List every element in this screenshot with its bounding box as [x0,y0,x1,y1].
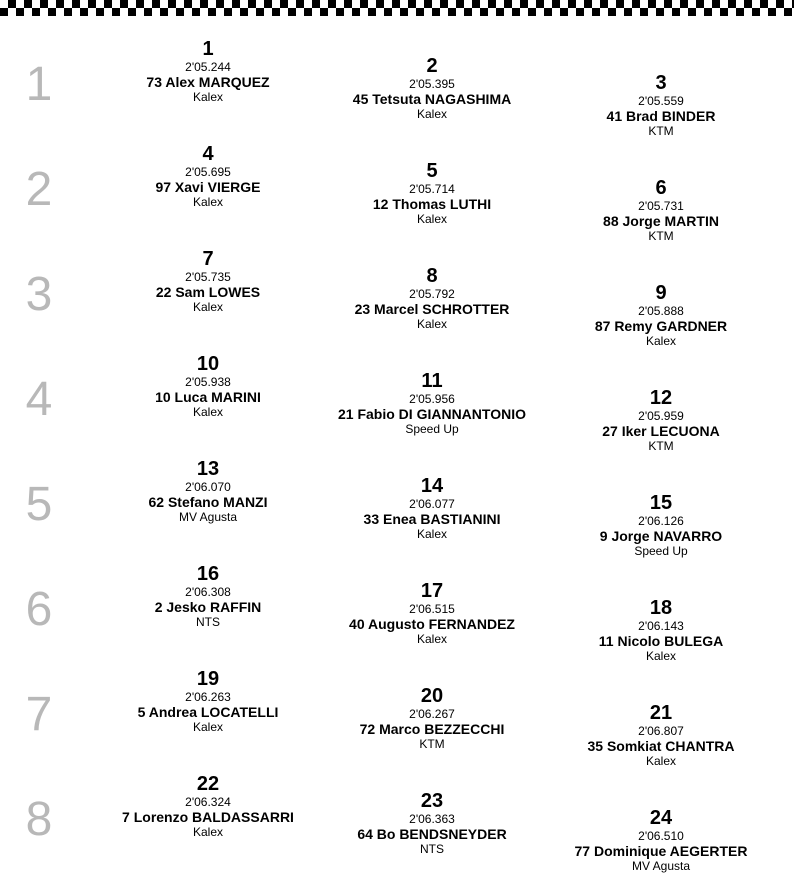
lap-time: 2'06.515 [409,602,455,616]
grid-slot [108,249,308,315]
team-name: Speed Up [634,544,688,558]
team-name: KTM [648,439,674,453]
grid-slot [561,808,761,874]
team-name: Kalex [416,107,448,121]
lap-time: 2'06.363 [409,812,455,826]
grid-position: 20 [420,685,444,707]
team-name: Kalex [416,527,448,541]
team-name: Kalex [192,195,224,209]
lap-time: 2'06.510 [638,829,684,843]
lap-time: 2'06.070 [185,480,231,494]
grid-position: 9 [655,282,667,304]
team-name: Kalex [416,212,448,226]
lap-time: 2'06.267 [409,707,455,721]
grid-slot [108,39,308,105]
grid-slot [108,354,308,420]
grid-slot [332,371,532,437]
grid-position: 17 [420,580,444,602]
team-name: Kalex [192,405,224,419]
lap-time: 2'05.395 [409,77,455,91]
team-name: Kalex [192,300,224,314]
lap-time: 2'05.714 [409,182,455,196]
grid-slot [108,144,308,210]
grid-slot [108,459,308,525]
lap-time: 2'06.263 [185,690,231,704]
checkered-flag-banner [0,0,794,16]
grid-position: 2 [426,55,438,77]
rider-name: 72 Marco BEZZECCHI [359,721,505,737]
grid-row-label: 7 [25,688,53,741]
team-name: NTS [420,842,444,856]
rider-name: 77 Dominique AEGERTER [574,843,748,859]
grid-row-label: 2 [25,163,53,216]
team-name: Speed Up [405,422,459,436]
grid-position: 18 [649,597,673,619]
team-name: MV Agusta [178,510,238,524]
lap-time: 2'05.559 [638,94,684,108]
team-name: Kalex [192,720,224,734]
grid-slot [332,686,532,752]
grid-row-label: 6 [25,583,53,636]
rider-name: 73 Alex MARQUEZ [146,74,270,90]
lap-time: 2'05.735 [185,270,231,284]
rider-name: 40 Augusto FERNANDEZ [349,616,515,632]
grid-slot [332,581,532,647]
rider-name: 27 Iker LECUONA [602,423,720,439]
lap-time: 2'05.244 [185,60,231,74]
grid-slot [332,56,532,122]
lap-time: 2'06.126 [638,514,684,528]
team-name: KTM [419,737,445,751]
team-name: Kalex [645,754,677,768]
rider-name: 35 Somkiat CHANTRA [587,738,735,754]
lap-time: 2'05.959 [638,409,684,423]
rider-name: 11 Nicolo BULEGA [598,633,724,649]
team-name: NTS [196,615,220,629]
team-name: Kalex [645,649,677,663]
grid-row-label: 4 [25,373,53,426]
grid-slot [561,598,761,664]
grid-position: 21 [649,702,673,724]
grid-position: 14 [420,475,444,497]
grid-slot [332,161,532,227]
lap-time: 2'05.938 [185,375,231,389]
team-name: Kalex [416,632,448,646]
rider-name: 88 Jorge MARTIN [603,213,719,229]
rider-name: 41 Brad BINDER [606,108,716,124]
grid-row-label: 8 [25,793,53,846]
grid-row-label: 5 [25,478,53,531]
team-name: KTM [648,229,674,243]
rider-name: 12 Thomas LUTHI [372,196,492,212]
lap-time: 2'05.956 [409,392,455,406]
grid-position: 12 [649,387,673,409]
grid-slot [332,791,532,857]
rider-name: 45 Tetsuta NAGASHIMA [352,91,512,107]
rider-name: 21 Fabio DI GIANNANTONIO [338,406,526,422]
rider-name: 97 Xavi VIERGE [155,179,261,195]
lap-time: 2'05.731 [638,199,684,213]
grid-position: 24 [649,807,673,829]
grid-position: 10 [196,353,220,375]
grid-slot [561,283,761,349]
grid-slot [108,774,308,840]
rider-name: 64 Bo BENDSNEYDER [357,826,507,842]
rider-name: 62 Stefano MANZI [148,494,268,510]
grid-position: 3 [655,72,667,94]
team-name: Kalex [416,317,448,331]
grid-slot [332,266,532,332]
lap-time: 2'06.143 [638,619,684,633]
team-name: Kalex [192,825,224,839]
grid-slot [108,669,308,735]
grid-position: 7 [202,248,214,270]
rider-name: 23 Marcel SCHROTTER [354,301,510,317]
rider-name: 9 Jorge NAVARRO [599,528,723,544]
team-name: MV Agusta [631,859,691,873]
lap-time: 2'06.807 [638,724,684,738]
rider-name: 10 Luca MARINI [155,389,261,405]
lap-time: 2'05.792 [409,287,455,301]
grid-slot [561,388,761,454]
lap-time: 2'05.888 [638,304,684,318]
rider-name: 22 Sam LOWES [155,284,261,300]
grid-slot [561,703,761,769]
grid-slot [561,178,761,244]
grid-position: 11 [421,370,443,392]
team-name: Kalex [192,90,224,104]
grid-position: 22 [196,773,220,795]
grid-slot [108,564,308,630]
grid-position: 8 [426,265,438,287]
grid-position: 4 [202,143,214,165]
lap-time: 2'06.308 [185,585,231,599]
grid-slot [332,476,532,542]
grid-position: 5 [426,160,438,182]
lap-time: 2'06.077 [409,497,455,511]
grid-position: 1 [202,38,214,60]
lap-time: 2'06.324 [185,795,231,809]
team-name: Kalex [645,334,677,348]
grid-position: 15 [649,492,673,514]
rider-name: 2 Jesko RAFFIN [154,599,262,615]
grid-position: 19 [196,668,220,690]
grid-position: 23 [420,790,444,812]
grid-position: 6 [655,177,667,199]
grid-position: 16 [196,563,220,585]
grid-row-label: 1 [25,58,53,111]
grid-slot [561,73,761,139]
grid-row-label: 3 [25,268,53,321]
lap-time: 2'05.695 [185,165,231,179]
rider-name: 33 Enea BASTIANINI [363,511,501,527]
team-name: KTM [648,124,674,138]
grid-position: 13 [196,458,220,480]
rider-name: 87 Remy GARDNER [594,318,728,334]
rider-name: 7 Lorenzo BALDASSARRI [122,809,294,825]
grid-slot [561,493,761,559]
rider-name: 5 Andrea LOCATELLI [137,704,279,720]
